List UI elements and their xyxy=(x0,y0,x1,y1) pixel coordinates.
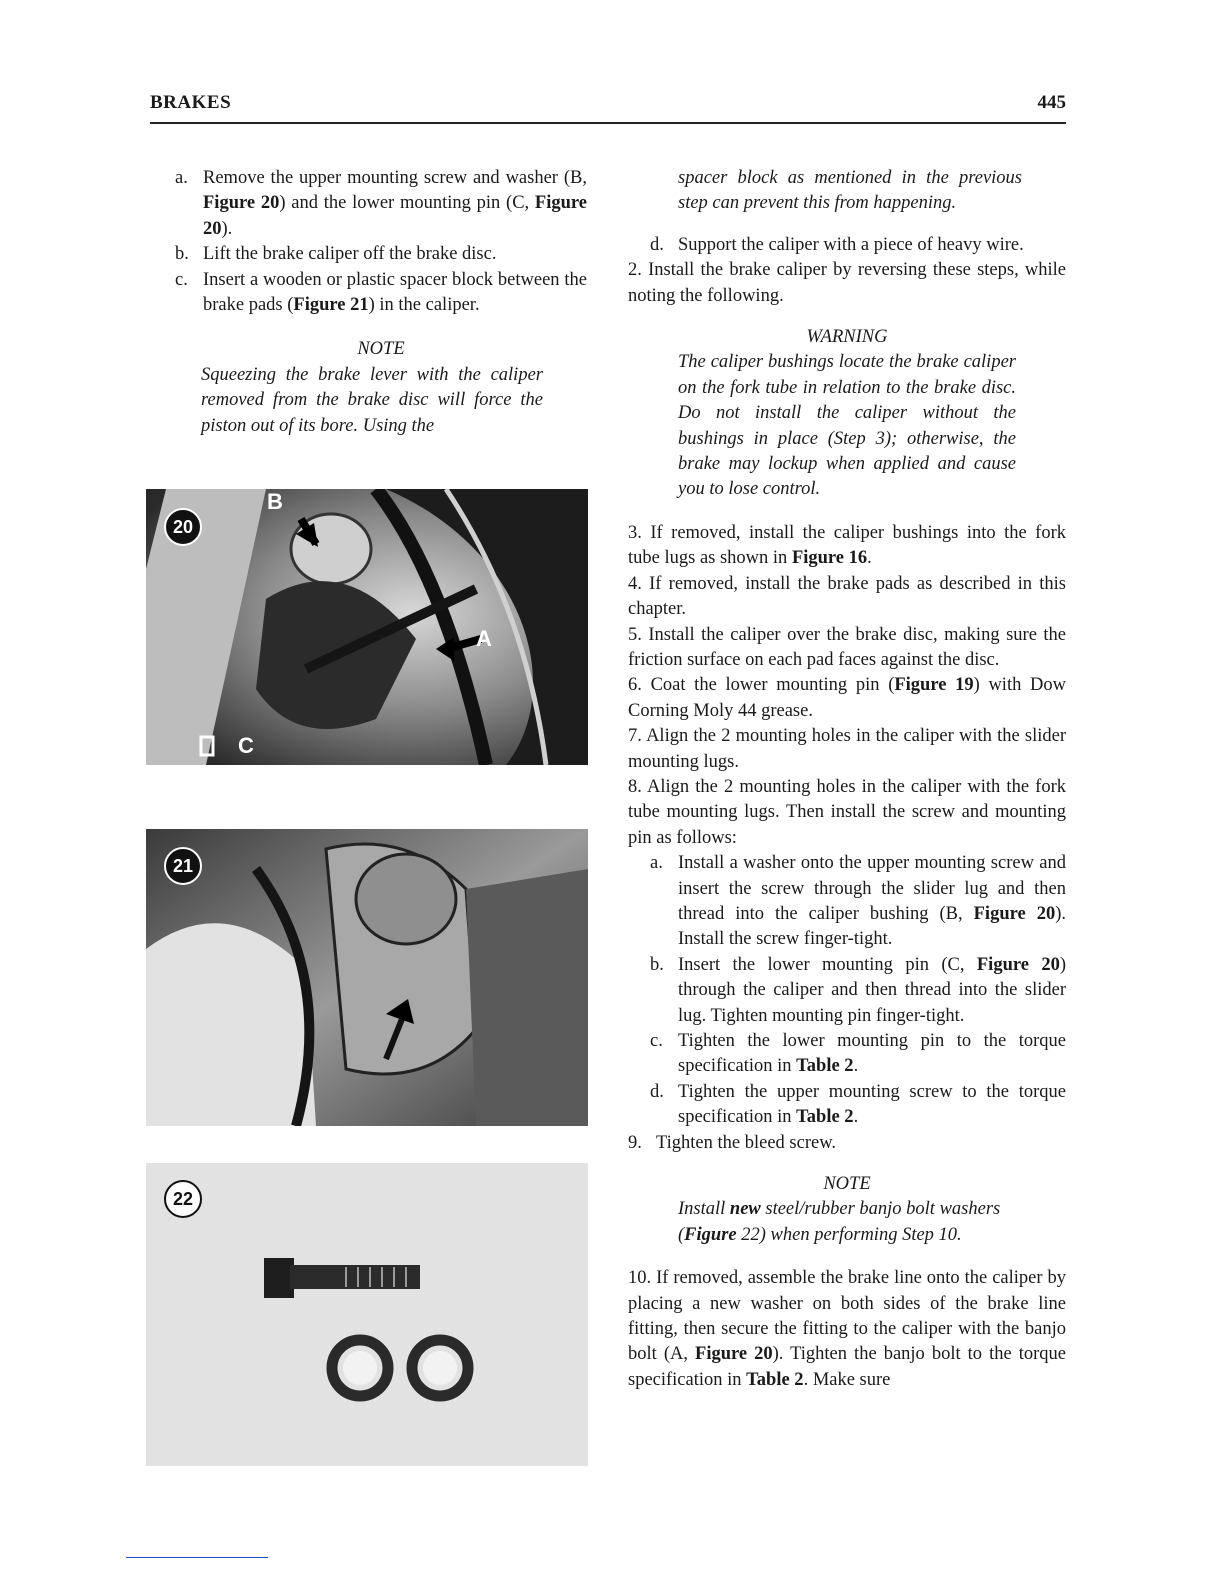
figure-label-a: A xyxy=(476,626,492,651)
page-header xyxy=(150,92,1066,124)
figure-21 xyxy=(146,829,588,1126)
right-column xyxy=(628,166,1066,1393)
section-title: BRAKES xyxy=(150,92,232,113)
figure-label-b: B xyxy=(267,489,283,514)
step-c: c. Insert a wooden or plastic spacer block between the brake pads (Figure 21) in the caliper. xyxy=(175,269,587,316)
substep-a: a. Install a washer onto the upper mounting screw and insert the screw through the slider lug and then thread into the caliper bushing (B, Figure 20). Install the screw finger-tight. xyxy=(650,853,1066,950)
warning-title: WARNING xyxy=(806,327,888,348)
figure-20-photo xyxy=(146,489,588,765)
figure-number-badge: 20 xyxy=(164,508,202,546)
step-9: 9. Tighten the bleed screw. xyxy=(628,1132,836,1153)
warning-text: The caliper bushings locate the brake caliper on the fork tube in relation to the brake disc. Do not install the caliper without the bushings in place (Step 3); otherwise, the brake may lockup when applied and cause you to lose control. xyxy=(678,352,1016,500)
step-10: 10. If removed, assemble the brake line onto the caliper by placing a new washer on both sides of the brake line fitting, then secure the fitting to the caliper with the banjo bolt (A, Figure 20). Tighten the banjo bolt to the torque specification in Table 2. Make sure xyxy=(628,1268,1066,1390)
figure-22 xyxy=(146,1163,588,1466)
substep-d: d. Tighten the upper mounting screw to the torque specification in Table 2. xyxy=(650,1081,1066,1128)
note-text: Squeezing the brake lever with the caliper removed from the brake disc will force the piston out of its bore. Using the xyxy=(201,364,543,436)
note-continuation: spacer block as mentioned in the previous step can prevent this from happening. xyxy=(678,168,1022,214)
page-number: 445 xyxy=(1037,92,1066,113)
step-3: 3. If removed, install the caliper bushings into the fork tube lugs as shown in Figure 16. xyxy=(628,522,1066,569)
substep-c: c. Tighten the lower mounting pin to the torque specification in Table 2. xyxy=(650,1031,1066,1077)
substep-b: b. Insert the lower mounting pin (C, Figure 20) through the caliper and then thread into the slider lug. Tighten mounting pin finger-tight. xyxy=(650,954,1067,1026)
left-column xyxy=(175,166,587,439)
figure-number-badge: 21 xyxy=(164,847,202,885)
figure-label-c: C xyxy=(238,733,254,758)
step-b: b. Lift the brake caliper off the brake disc. xyxy=(175,244,497,265)
figure-21-photo xyxy=(146,829,588,1126)
figure-22-photo xyxy=(146,1163,588,1466)
note-title: NOTE xyxy=(357,339,405,360)
figure-20 xyxy=(146,489,588,765)
step-7: 7. Align the 2 mounting holes in the caliper with the slider mounting lugs. xyxy=(628,726,1066,772)
step-a: a. Remove the upper mounting screw and washer (B, Figure 20) and the lower mounting pin (C, Figure 20). xyxy=(175,168,587,239)
step-d: d. Support the caliper with a piece of heavy wire. xyxy=(650,234,1024,255)
figure-number-badge: 22 xyxy=(164,1180,202,1218)
note2-title: NOTE xyxy=(823,1174,871,1195)
step-5: 5. Install the caliper over the brake disc, making sure the friction surface on each pad faces against the disc. xyxy=(628,624,1067,670)
footnote-rule xyxy=(126,1557,268,1558)
step-6: 6. Coat the lower mounting pin (Figure 19) with Dow Corning Moly 44 grease. xyxy=(628,675,1066,721)
step-4: 4. If removed, install the brake pads as described in this chapter. xyxy=(628,573,1067,620)
step-2: 2. Install the brake caliper by reversing these steps, while noting the following. xyxy=(628,260,1066,306)
step-8: 8. Align the 2 mounting holes in the caliper with the fork tube mounting lugs. Then install the screw and mounting pin as follows: xyxy=(628,776,1066,848)
note2-text: Install new steel/rubber banjo bolt washers (Figure 22) when performing Step 10. xyxy=(678,1199,1001,1245)
